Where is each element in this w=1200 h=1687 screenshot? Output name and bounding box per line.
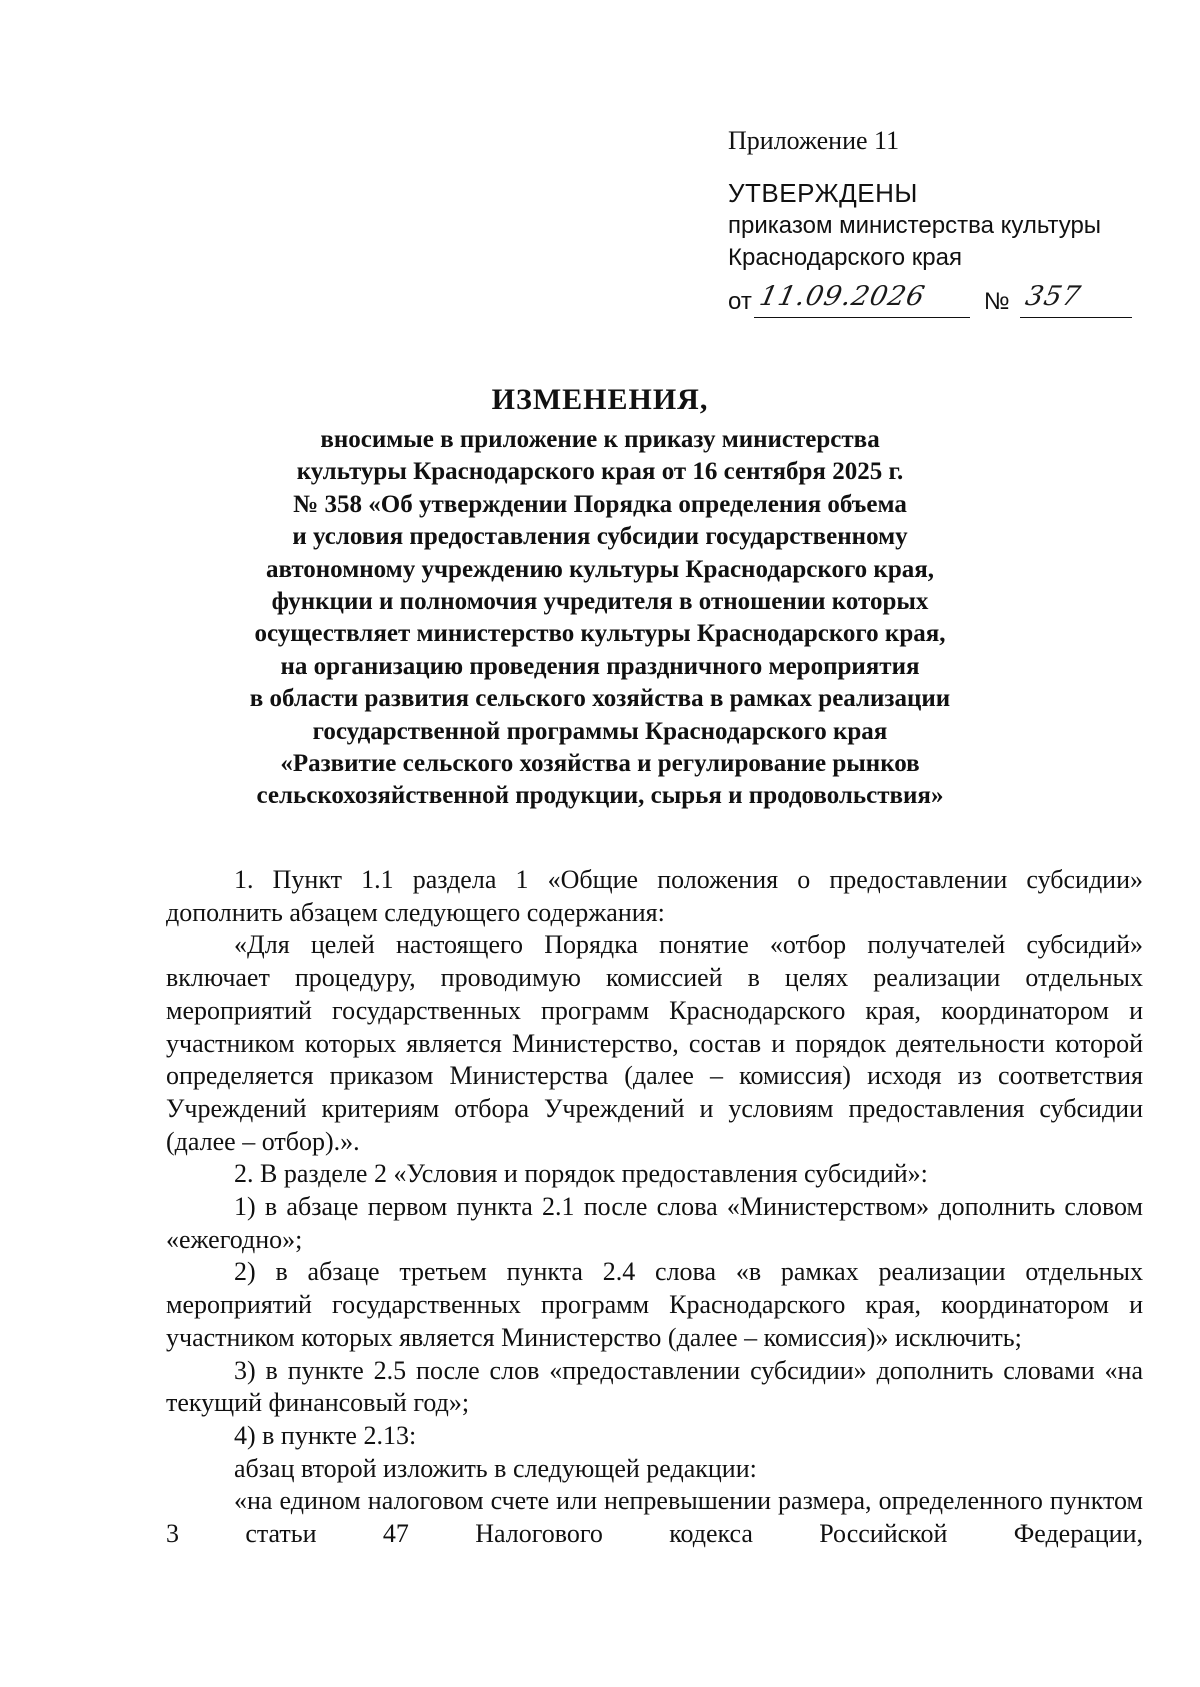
approved-heading: УТВЕРЖДЕНЫ [728,178,918,208]
body-paragraph-2: «Для целей настоящего Порядка понятие «отбор получателей субсидий» включает процедуру, проводимую комиссией в целях реализации отдельных мероприятий государственных программ Краснодарского края, координатором и участником которых является Министерство, состав и порядок деятельности которой определяется приказом Министерства (далее – комиссия) исходя из соответствия Учреждений критериям отбора Учреждений и условиям предоставления субсидии (далее – отбор).». [166,930,1143,1156]
body-paragraph-6: 3) в пункте 2.5 после слов «предоставлении субсидии» дополнить словами «на текущий финансовый год»; [166,1355,1143,1418]
body-paragraph-1: 1. Пункт 1.1 раздела 1 «Общие положения о предоставлении субсидии» дополнить абзацем следующего содержания: [166,865,1143,927]
body-paragraph-5: 2) в абзаце третьем пункта 2.4 слова «в рамках реализации отдельных мероприятий государственных программ Краснодарского края, координатором и участником которых является Министерство (далее – комиссия)» исключить; [166,1257,1143,1352]
body-paragraph-9: «на едином налоговом счете или непревышении размера, определенного пунктом 3 статьи 47 Налогового кодекса Российской Федерации, [166,1486,1143,1549]
document-title: ИЗМЕНЕНИЯ, [491,383,709,416]
document-body [166,864,1143,1551]
handwritten-number-text: 357 [1022,281,1084,312]
handwritten-number [1020,282,1132,318]
approving-authority-line1: приказом министерства культуры [728,212,1102,239]
body-paragraph-3: 2. В разделе 2 «Условия и порядок предоставления субсидий»: [234,1159,928,1189]
body-paragraph-4: 1) в абзаце первом пункта 2.1 после слова «Министерством» дополнить словом «ежегодно»; [166,1192,1143,1254]
date-label: от [728,288,752,315]
handwritten-date [754,282,970,318]
number-label: № [983,288,1010,315]
document-subtitle: вносимые в приложение к приказу министерства культуры Краснодарского края от 16 сентября 2025 г. № 358 «Об утверждении Порядка определения объема и условия предоставления субсидии государственному автономному учреждению культуры Краснодарского края, функции и полномочия учредителя в отношении которых осуществляет министерство культуры Краснодарского края, на организацию проведения праздничного мероприятия в области развития сельского хозяйства в рамках реализации государственной программы Краснодарского края «Развитие сельского хозяйства и регулирование рынков сельскохозяйственной продукции, сырья и продовольствия» [249,426,951,810]
approval-block [728,124,1148,318]
document-title-block [170,380,1030,813]
body-paragraph-8: абзац второй изложить в следующей редакции: [234,1453,757,1483]
approving-authority-line2: Краснодарского края [728,244,962,271]
appendix-label: Приложение 11 [728,126,900,155]
body-paragraph-7: 4) в пункте 2.13: [234,1420,417,1450]
handwritten-date-text: 11.09.2026 [756,281,928,312]
order-date-number-row [728,278,1148,318]
